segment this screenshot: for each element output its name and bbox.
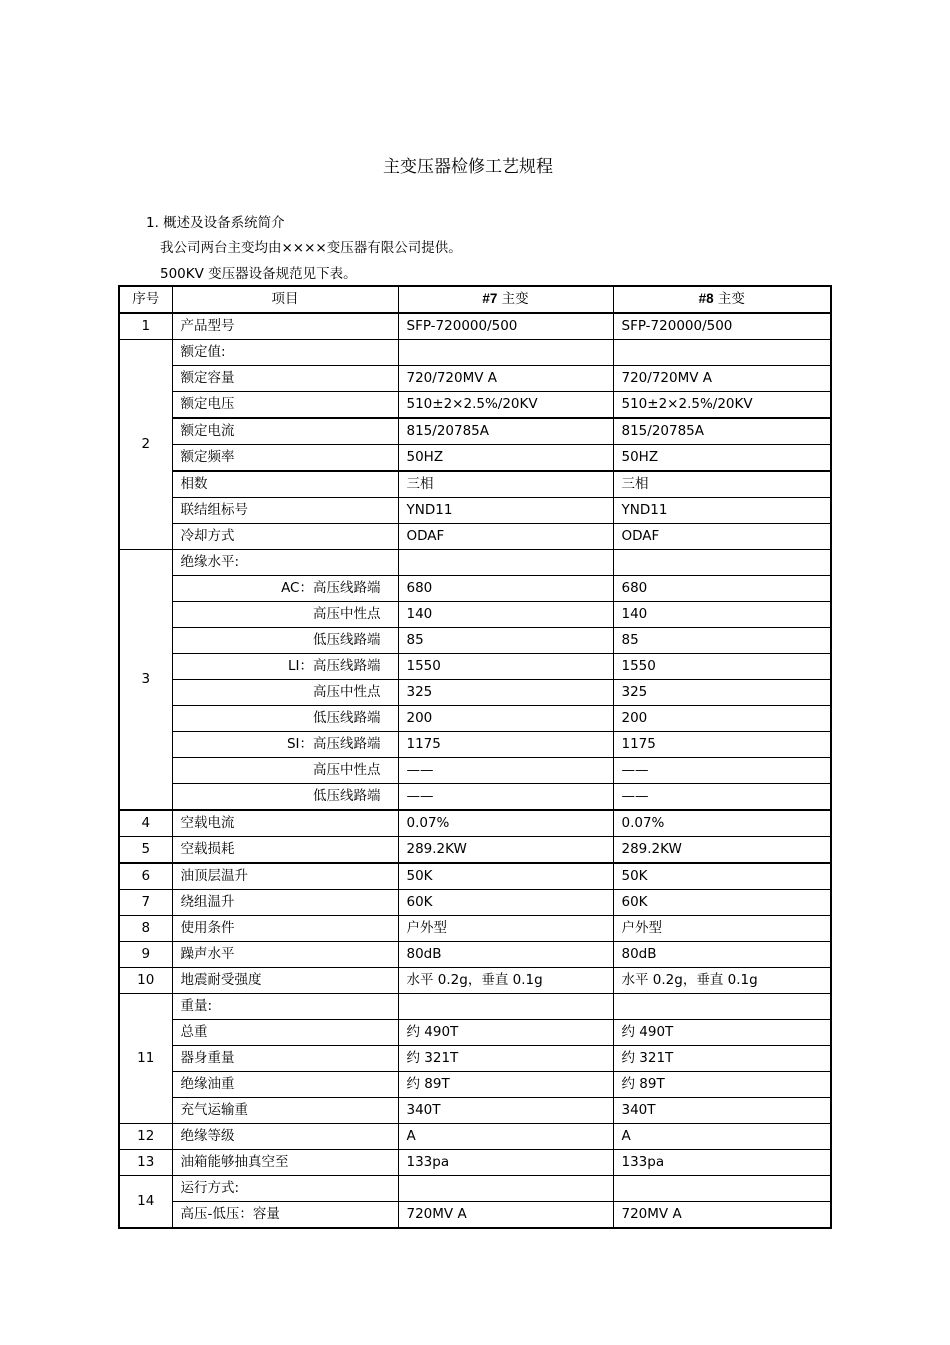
t7-cell: —— [398,784,613,811]
item-cell: 运行方式: [172,1176,398,1202]
section-heading: 1. 概述及设备系统简介 [146,215,285,231]
table-row [119,1072,831,1098]
t7-cell: 约 89T [398,1072,613,1098]
t7-cell: 720MV A [398,1202,613,1229]
t8-cell: 720/720MV A [613,366,831,392]
item-cell: 器身重量 [172,1046,398,1072]
item-cell: 额定电流 [172,418,398,445]
seq-cell: 7 [119,890,172,916]
table-row [119,994,831,1020]
table-header-row [119,286,831,313]
table-row [119,968,831,994]
item-cell: 额定容量 [172,366,398,392]
t7-cell [398,340,613,366]
t8-cell: 户外型 [613,916,831,942]
t8-cell [613,994,831,1020]
t8-cell: 约 89T [613,1072,831,1098]
t8-cell: 50HZ [613,445,831,472]
item-cell: 联结组标号 [172,498,398,524]
item-cell: 地震耐受强度 [172,968,398,994]
t8-cell: 0.07% [613,810,831,837]
item-cell: 空载损耗 [172,837,398,864]
t8-cell: 510±2×2.5%/20KV [613,392,831,419]
t8-cell: 85 [613,628,831,654]
table-row [119,1176,831,1202]
item-cell: 额定值: [172,340,398,366]
item-cell: 总重 [172,1020,398,1046]
t8-cell: 340T [613,1098,831,1124]
t8-cell [613,340,831,366]
t8-cell: 680 [613,576,831,602]
table-row [119,1150,831,1176]
t7-cell [398,1176,613,1202]
t7-cell: 200 [398,706,613,732]
table-row [119,732,831,758]
t8-cell: 325 [613,680,831,706]
item-cell: 额定电压 [172,392,398,419]
item-cell: 相数 [172,471,398,498]
item-cell: 充气运输重 [172,1098,398,1124]
seq-cell: 6 [119,863,172,890]
table-row [119,576,831,602]
intro-text: 我公司两台主变均由××××变压器有限公司提供。 [160,240,462,256]
t7-cell: 约 321T [398,1046,613,1072]
header-t7 [398,286,613,313]
t8-cell: 1550 [613,654,831,680]
t7-cell: 340T [398,1098,613,1124]
item-cell: 高压中性点 [172,758,398,784]
item-cell: 高压中性点 [172,602,398,628]
t8-cell: 水平 0.2g，垂直 0.1g [613,968,831,994]
t7-cell: 1175 [398,732,613,758]
spec-table [118,285,832,1229]
t8-cell: ODAF [613,524,831,550]
header-t8-suffix: 主变 [713,291,745,308]
item-cell: 低压线路端 [172,706,398,732]
table-row [119,392,831,419]
seq-cell: 10 [119,968,172,994]
t8-cell: A [613,1124,831,1150]
item-cell: 冷却方式 [172,524,398,550]
t7-cell: 0.07% [398,810,613,837]
item-cell: 绝缘油重 [172,1072,398,1098]
seq-cell: 4 [119,810,172,837]
t7-cell: 1550 [398,654,613,680]
table-row [119,890,831,916]
item-cell: 躁声水平 [172,942,398,968]
t7-cell: 289.2KW [398,837,613,864]
seq-cell: 14 [119,1176,172,1229]
t7-cell: 325 [398,680,613,706]
item-cell: AC：高压线路端 [172,576,398,602]
header-t7-suffix: 主变 [497,291,529,308]
header-seq: 序号 [119,286,172,313]
t8-cell: SFP-720000/500 [613,313,831,340]
table-row [119,916,831,942]
t7-cell: 50K [398,863,613,890]
item-cell: 使用条件 [172,916,398,942]
table-row [119,758,831,784]
item-cell: 油箱能够抽真空至 [172,1150,398,1176]
table-row [119,550,831,576]
table-row [119,1046,831,1072]
seq-cell: 11 [119,994,172,1124]
table-row [119,471,831,498]
table-row [119,942,831,968]
seq-cell: 2 [119,340,172,550]
t7-cell: 80dB [398,942,613,968]
item-cell: 产品型号 [172,313,398,340]
seq-cell: 1 [119,313,172,340]
item-cell: 额定频率 [172,445,398,472]
table-row [119,418,831,445]
t7-cell: 510±2×2.5%/20KV [398,392,613,419]
t8-cell: 80dB [613,942,831,968]
table-row [119,810,831,837]
t8-cell: 815/20785A [613,418,831,445]
table-row [119,1202,831,1229]
item-cell: 绝缘等级 [172,1124,398,1150]
t8-cell: 289.2KW [613,837,831,864]
item-cell: 绕组温升 [172,890,398,916]
item-cell: 绝缘水平: [172,550,398,576]
seq-cell: 9 [119,942,172,968]
table-row [119,863,831,890]
t7-cell: YND11 [398,498,613,524]
seq-cell: 13 [119,1150,172,1176]
header-t7-num: #7 [482,291,498,307]
t8-cell: 60K [613,890,831,916]
t8-cell [613,550,831,576]
t8-cell [613,1176,831,1202]
table-row [119,1098,831,1124]
item-cell: 高压中性点 [172,680,398,706]
t8-cell: 1175 [613,732,831,758]
t7-cell: 85 [398,628,613,654]
table-row [119,628,831,654]
table-row [119,784,831,811]
t7-cell [398,550,613,576]
item-cell: 空载电流 [172,810,398,837]
t7-cell: 140 [398,602,613,628]
table-row [119,654,831,680]
item-cell: 低压线路端 [172,784,398,811]
seq-cell: 8 [119,916,172,942]
t7-cell: 户外型 [398,916,613,942]
t7-cell: 680 [398,576,613,602]
t7-cell: —— [398,758,613,784]
t7-cell: 60K [398,890,613,916]
t8-cell: 720MV A [613,1202,831,1229]
table-row [119,340,831,366]
table-row [119,1124,831,1150]
item-cell: LI：高压线路端 [172,654,398,680]
item-cell: 低压线路端 [172,628,398,654]
header-item: 项目 [172,286,398,313]
table-row [119,602,831,628]
t7-cell: SFP-720000/500 [398,313,613,340]
t8-cell: 200 [613,706,831,732]
table-row [119,445,831,472]
seq-cell: 5 [119,837,172,864]
t8-cell: 140 [613,602,831,628]
t8-cell: 约 321T [613,1046,831,1072]
header-t8-num: #8 [698,291,714,307]
table-row [119,1020,831,1046]
item-cell: 油顶层温升 [172,863,398,890]
t7-cell: A [398,1124,613,1150]
table-row [119,313,831,340]
t8-cell: —— [613,784,831,811]
t7-cell: 50HZ [398,445,613,472]
item-cell: 重量: [172,994,398,1020]
t8-cell: 133pa [613,1150,831,1176]
t8-cell: YND11 [613,498,831,524]
t7-cell: ODAF [398,524,613,550]
table-row [119,706,831,732]
t7-cell: 约 490T [398,1020,613,1046]
table-note: 500KV 变压器设备规范见下表。 [160,266,357,282]
t7-cell: 720/720MV A [398,366,613,392]
t8-cell: 三相 [613,471,831,498]
t7-cell: 133pa [398,1150,613,1176]
page-title: 主变压器检修工艺规程 [383,157,553,177]
table-row [119,366,831,392]
t7-cell [398,994,613,1020]
seq-cell: 12 [119,1124,172,1150]
item-cell: SI：高压线路端 [172,732,398,758]
table-row [119,837,831,864]
table-row [119,680,831,706]
seq-cell: 3 [119,550,172,811]
header-t8 [613,286,831,313]
t8-cell: 50K [613,863,831,890]
table-row [119,524,831,550]
t7-cell: 水平 0.2g，垂直 0.1g [398,968,613,994]
t8-cell: —— [613,758,831,784]
item-cell: 高压-低压：容量 [172,1202,398,1229]
t7-cell: 815/20785A [398,418,613,445]
t7-cell: 三相 [398,471,613,498]
t8-cell: 约 490T [613,1020,831,1046]
table-row [119,498,831,524]
